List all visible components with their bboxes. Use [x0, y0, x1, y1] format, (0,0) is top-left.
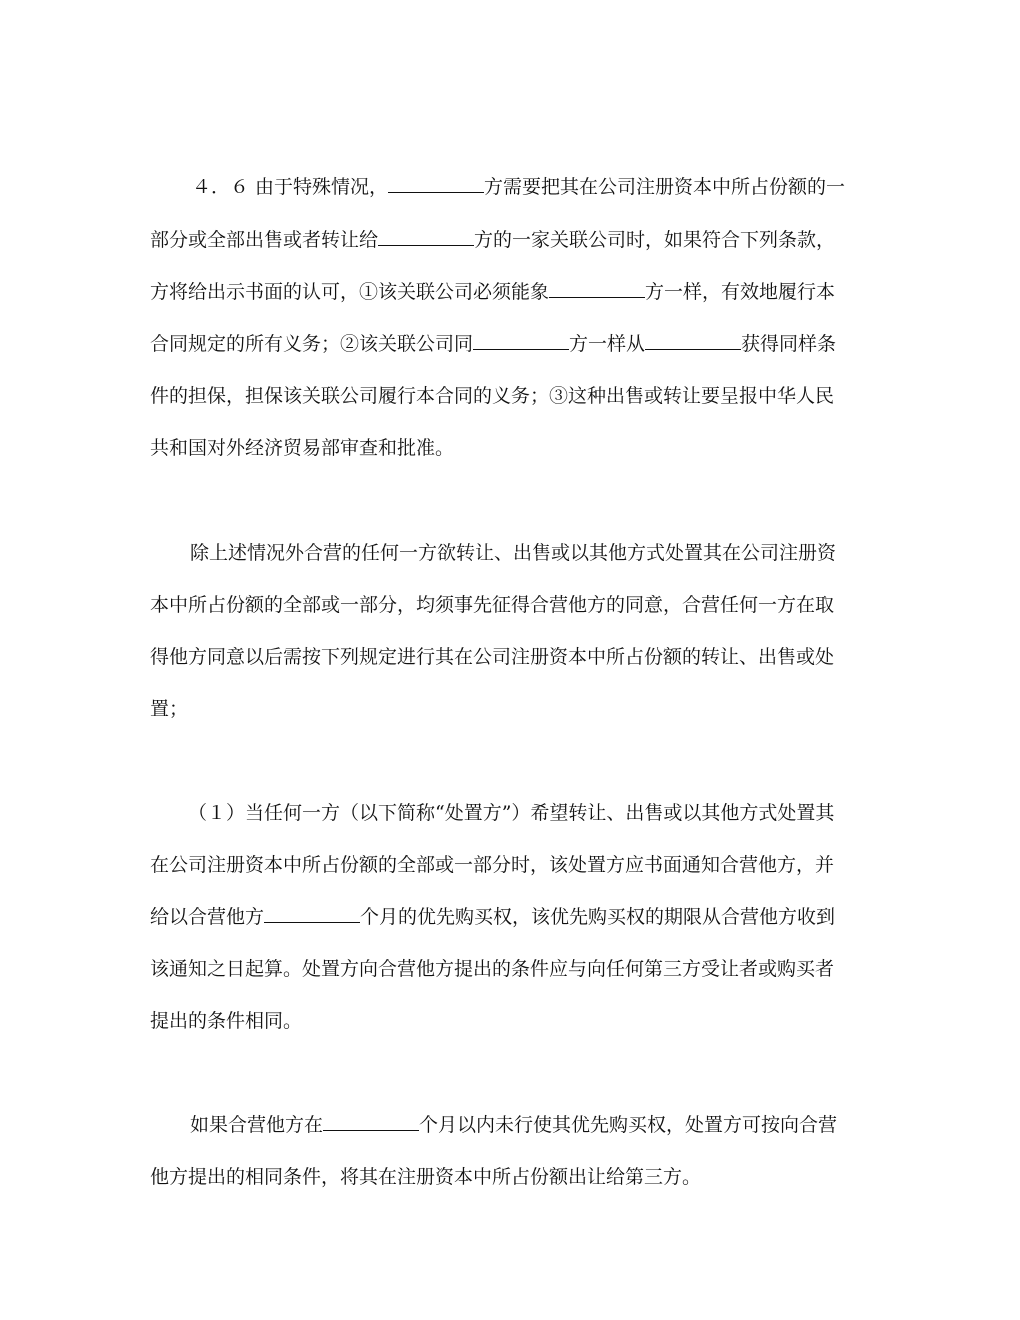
text-segment: 本中所占份额的全部或一部分，均须事先征得合营他方的同意，合营任何一方在取	[150, 594, 835, 616]
paragraph-1-line-5	[150, 381, 880, 411]
paragraph-3-line-2	[150, 850, 880, 880]
paragraph-1-line-1	[150, 172, 880, 202]
paragraph-4-line-1	[150, 1110, 880, 1140]
text-segment: 方的一家关联公司时，如果符合下列条款，	[474, 229, 836, 251]
text-segment: 个月的优先购买权，该优先购买权的期限从合营他方收到	[360, 906, 836, 928]
paragraph-3-line-4	[150, 954, 880, 984]
paragraph-1-line-3	[150, 277, 880, 307]
text-segment: 方需要把其在公司注册资本中所占份额的一	[484, 176, 846, 198]
paragraph-3-line-3	[150, 902, 880, 932]
fill-in-blank[interactable]	[473, 329, 569, 350]
paragraph-2-line-2	[150, 590, 880, 620]
fill-in-blank[interactable]	[378, 225, 474, 246]
text-segment: 方一样从	[569, 333, 646, 355]
text-segment: 共和国对外经济贸易部审查和批准。	[150, 437, 455, 459]
text-segment: （１）当任何一方（以下简称“处置方”）希望转让、出售或以其他方式处置其	[188, 802, 835, 824]
paragraph-3-line-5	[150, 1006, 880, 1036]
text-segment: 部分或全部出售或者转让给	[150, 229, 379, 251]
fill-in-blank[interactable]	[645, 329, 741, 350]
fill-in-blank[interactable]	[264, 902, 360, 923]
paragraph-2-line-1	[150, 538, 880, 568]
paragraph-1-line-6	[150, 433, 880, 463]
text-segment: 方一样，有效地履行本	[645, 281, 836, 303]
paragraph-4-line-2	[150, 1162, 880, 1192]
paragraph-1-line-2	[150, 225, 880, 255]
text-segment: 方将给出示书面的认可，①该关联公司必须能象	[150, 281, 550, 303]
text-segment: 获得同样条	[741, 333, 837, 355]
text-segment: 该通知之日起算。处置方向合营他方提出的条件应与向任何第三方受让者或购买者	[150, 958, 835, 980]
paragraph-3-line-1	[150, 798, 880, 828]
text-segment: 件的担保，担保该关联公司履行本合同的义务；③这种出售或转让要呈报中华人民	[150, 385, 835, 407]
text-segment: 如果合营他方在	[190, 1114, 324, 1136]
text-segment: ４．６ 由于特殊情况，	[192, 176, 389, 198]
paragraph-2-line-3	[150, 642, 880, 672]
text-segment: 除上述情况外合营的任何一方欲转让、出售或以其他方式处置其在公司注册资	[190, 542, 837, 564]
text-segment: 合同规定的所有义务；②该关联公司同	[150, 333, 474, 355]
paragraph-1-line-4	[150, 329, 880, 359]
paragraph-2-line-4	[150, 694, 880, 724]
fill-in-blank[interactable]	[388, 172, 484, 193]
text-segment: 给以合营他方	[150, 906, 265, 928]
text-segment: 置；	[150, 698, 189, 720]
text-segment: 得他方同意以后需按下列规定进行其在公司注册资本中所占份额的转让、出售或处	[150, 646, 835, 668]
fill-in-blank[interactable]	[549, 277, 645, 298]
text-segment: 在公司注册资本中所占份额的全部或一部分时，该处置方应书面通知合营他方，并	[150, 854, 835, 876]
text-segment: 提出的条件相同。	[150, 1010, 303, 1032]
fill-in-blank[interactable]	[323, 1110, 419, 1131]
text-segment: 他方提出的相同条件，将其在注册资本中所占份额出让给第三方。	[150, 1166, 702, 1188]
text-segment: 个月以内未行使其优先购买权，处置方可按向合营	[419, 1114, 838, 1136]
